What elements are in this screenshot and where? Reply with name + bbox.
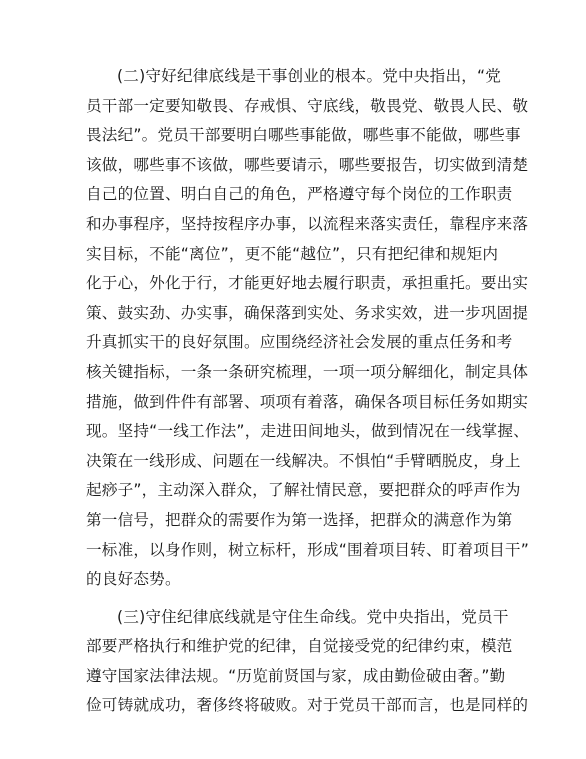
paragraph-line: 遵守国家法律法规。“历览前贤国与家，成由勤俭破由奢。”勤 — [86, 666, 506, 685]
paragraph-line: (二)守好纪律底线是干事创业的根本。党中央指出，“党 — [117, 67, 502, 85]
paragraph-line: 实目标，不能“离位”，更不能“越位”，只有把纪律和规矩内 — [86, 244, 499, 263]
paragraph-2 — [86, 603, 529, 721]
paragraph-line: 现。坚持“一线工作法”，走进田间地头，做到情况在一线掌握、 — [86, 422, 529, 441]
paragraph-line: (三)守住纪律底线就是守住生命线。党中央指出，党员干 — [117, 607, 509, 626]
paragraph-line: 部要严格执行和维护党的纪律，自觉接受党的纪律约束，模范 — [86, 637, 513, 656]
paragraph-line: 一标准，以身作则，树立标杆，形成“围着项目转、盯着项目干” — [86, 540, 529, 559]
document-body — [86, 62, 529, 721]
paragraph-line: 和办事程序，坚持按程序办事，以流程来落实责任，靠程序来落 — [86, 214, 529, 233]
paragraph-line: 策、鼓实劲、办实事，确保落到实处、务求实效，进一步巩固提 — [86, 303, 529, 322]
paragraph-line: 核关键指标，一条一条研究梳理，一项一项分解细化，制定具体 — [86, 362, 529, 381]
paragraph-line: 第一信号，把群众的需要作为第一选择，把群众的满意作为第 — [86, 510, 513, 529]
paragraph-1 — [86, 62, 529, 595]
paragraph-line: 自己的位置、明白自己的角色，严格遵守每个岗位的工作职责 — [86, 185, 513, 204]
paragraph-spacer — [86, 595, 506, 603]
paragraph-line: 员干部一定要知敬畏、存戒惧、守底线，敬畏党、敬畏人民、敬 — [86, 96, 529, 115]
paragraph-line: 的良好态势。 — [86, 570, 181, 589]
paragraph-line: 该做，哪些事不该做，哪些要请示，哪些要报告，切实做到清楚 — [86, 155, 529, 174]
paragraph-line: 畏法纪”。党员干部要明白哪些事能做，哪些事不能做，哪些事 — [86, 126, 521, 145]
paragraph-line: 化于心，外化于行，才能更好地去履行职责，承担重托。要出实 — [86, 274, 529, 293]
paragraph-line: 决策在一线形成、问题在一线解决。不惧怕“手臂晒脱皮，身上 — [86, 451, 521, 470]
paragraph-line: 起痧子”，主动深入群众，了解社情民意，要把群众的呼声作为 — [86, 481, 521, 500]
paragraph-line: 俭可铸就成功，奢侈终将破败。对于党员干部而言，也是同样的 — [86, 696, 529, 715]
paragraph-line: 升真抓实干的良好氛围。应围绕经济社会发展的重点任务和考 — [86, 333, 513, 352]
paragraph-line: 措施，做到件件有部署、项项有着落，确保各项目标任务如期实 — [86, 392, 529, 411]
